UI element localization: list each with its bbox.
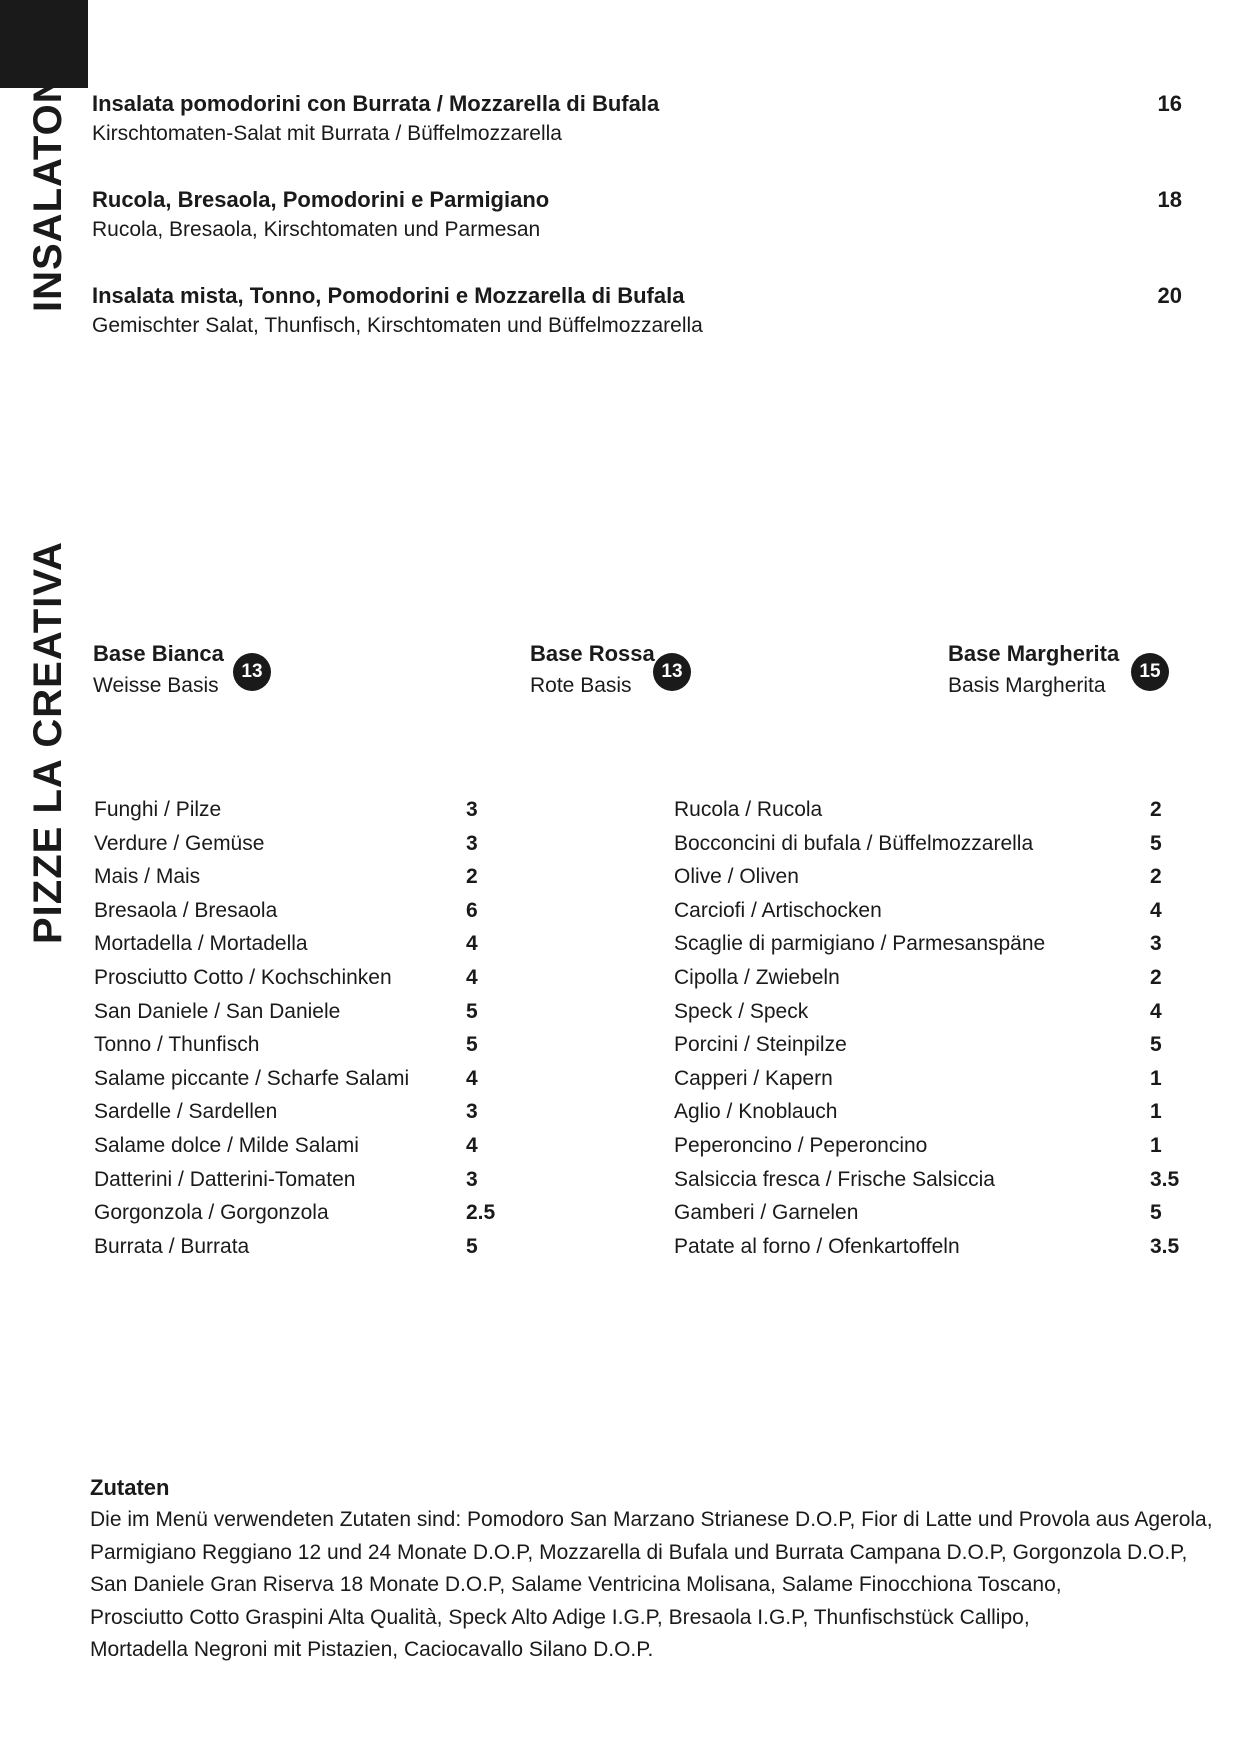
list-item — [674, 1196, 1184, 1230]
topping-price: 3.5 — [1150, 1234, 1180, 1258]
topping-price: 3 — [1150, 932, 1162, 956]
topping-price: 5 — [1150, 1201, 1162, 1225]
topping-price: 4 — [466, 932, 478, 956]
list-item — [674, 827, 1184, 861]
salad-description: Rucola, Bresaola, Kirschtomaten und Parmesan — [92, 218, 541, 241]
salad-description: Kirschtomaten-Salat mit Burrata / Büffelmozzarella — [92, 122, 562, 145]
topping-price: 2 — [1150, 865, 1162, 889]
topping-name: Capperi / Kapern — [674, 1066, 833, 1090]
topping-price: 4 — [466, 965, 478, 989]
salad-price: 16 — [1157, 91, 1182, 116]
topping-name: Patate al forno / Ofenkartoffeln — [674, 1234, 960, 1258]
salad-item — [92, 281, 1182, 341]
base-description: Rote Basis — [530, 674, 632, 697]
list-item — [674, 1062, 1184, 1096]
ingredients-line: San Daniele Gran Riserva 18 Monate D.O.P, Salame Ventricina Molisana, Salame Finocchiona Toscano, — [90, 1573, 1062, 1597]
topping-name: Porcini / Steinpilze — [674, 1033, 847, 1057]
topping-price: 4 — [1150, 898, 1162, 922]
toppings-list-left — [94, 793, 514, 1263]
section-title-pizze-la-creativa: PIZZE LA CREATIVA — [26, 541, 70, 944]
topping-name: Mortadella / Mortadella — [94, 932, 308, 956]
topping-name: Aglio / Knoblauch — [674, 1100, 838, 1124]
list-item — [94, 961, 514, 995]
topping-price: 3 — [466, 1100, 478, 1124]
list-item — [674, 1163, 1184, 1197]
base-name: Base Rossa — [530, 641, 655, 666]
topping-name: Sardelle / Sardellen — [94, 1100, 278, 1124]
topping-name: Rucola / Rucola — [674, 798, 823, 821]
topping-name: Gorgonzola / Gorgonzola — [94, 1201, 329, 1225]
topping-price: 5 — [466, 999, 478, 1023]
base-name: Base Bianca — [93, 641, 224, 666]
ingredients-title: Zutaten — [90, 1475, 170, 1500]
salad-price: 20 — [1157, 283, 1182, 308]
pizza-base-rossa — [530, 638, 655, 702]
topping-name: Funghi / Pilze — [94, 798, 222, 821]
topping-name: Bresaola / Bresaola — [94, 898, 278, 922]
topping-price: 2 — [1150, 798, 1162, 821]
pizza-base-bianca — [93, 638, 224, 702]
list-item — [94, 894, 514, 928]
ingredients-note — [90, 1472, 1213, 1667]
list-item — [674, 1095, 1184, 1129]
topping-name: Scaglie di parmigiano / Parmesanspäne — [674, 932, 1046, 956]
topping-price: 2 — [466, 865, 478, 889]
topping-price: 5 — [1150, 1033, 1162, 1057]
salad-description: Gemischter Salat, Thunfisch, Kirschtomaten und Büffelmozzarella — [92, 314, 703, 337]
topping-price: 1 — [1150, 1133, 1162, 1157]
topping-name: Tonno / Thunfisch — [94, 1033, 260, 1057]
salad-name: Insalata mista, Tonno, Pomodorini e Mozzarella di Bufala — [92, 283, 685, 308]
topping-name: Bocconcini di bufala / Büffelmozzarella — [674, 831, 1034, 855]
list-item — [94, 1196, 514, 1230]
price-badge: 13 — [233, 653, 271, 691]
price-badge: 15 — [1131, 653, 1169, 691]
topping-price: 3 — [466, 831, 478, 855]
topping-price: 5 — [466, 1234, 478, 1258]
topping-price: 4 — [1150, 999, 1162, 1023]
topping-name: Burrata / Burrata — [94, 1234, 250, 1258]
topping-price: 2.5 — [466, 1201, 496, 1225]
topping-price: 5 — [1150, 831, 1162, 855]
list-item — [674, 793, 1184, 827]
topping-price: 4 — [466, 1066, 478, 1090]
salad-price: 18 — [1157, 187, 1182, 212]
list-item — [94, 995, 514, 1029]
topping-name: Mais / Mais — [94, 865, 201, 889]
topping-name: Gamberi / Garnelen — [674, 1201, 859, 1225]
topping-name: Datterini / Datterini-Tomaten — [94, 1167, 356, 1191]
pizza-base-margherita — [948, 638, 1119, 702]
list-item — [674, 961, 1184, 995]
list-item — [94, 927, 514, 961]
list-item — [674, 995, 1184, 1029]
salad-item — [92, 89, 1182, 149]
topping-price: 3 — [466, 1167, 478, 1191]
price-badge: 13 — [653, 653, 691, 691]
list-item — [94, 1129, 514, 1163]
topping-price: 5 — [466, 1033, 478, 1057]
list-item — [674, 894, 1184, 928]
list-item — [94, 1230, 514, 1264]
section-title-insalatone: INSALATONE — [26, 45, 70, 312]
ingredients-line: Prosciutto Cotto Graspini Alta Qualità, Speck Alto Adige I.G.P, Bresaola I.G.P, Thunfischstück Callipo, — [90, 1605, 1030, 1629]
topping-name: Salame dolce / Milde Salami — [94, 1133, 359, 1157]
list-item — [94, 1028, 514, 1062]
salad-name: Rucola, Bresaola, Pomodorini e Parmigiano — [92, 187, 550, 212]
list-item — [674, 927, 1184, 961]
list-item — [674, 1129, 1184, 1163]
base-description: Basis Margherita — [948, 674, 1106, 697]
list-item — [94, 793, 514, 827]
topping-price: 1 — [1150, 1100, 1162, 1124]
list-item — [94, 860, 514, 894]
list-item — [674, 1230, 1184, 1264]
topping-name: Carciofi / Artischocken — [674, 898, 882, 922]
topping-name: San Daniele / San Daniele — [94, 999, 341, 1023]
toppings-list-right — [674, 793, 1184, 1263]
list-item — [94, 827, 514, 861]
list-item — [94, 1163, 514, 1197]
topping-name: Olive / Oliven — [674, 865, 799, 889]
base-description: Weisse Basis — [93, 674, 219, 697]
list-item — [94, 1095, 514, 1129]
ingredients-line: Mortadella Negroni mit Pistazien, Caciocavallo Silano D.O.P. — [90, 1638, 654, 1662]
list-item — [674, 1028, 1184, 1062]
topping-name: Speck / Speck — [674, 999, 809, 1023]
base-name: Base Margherita — [948, 641, 1120, 666]
salad-item — [92, 185, 1182, 245]
list-item — [674, 860, 1184, 894]
topping-price: 1 — [1150, 1066, 1162, 1090]
topping-name: Cipolla / Zwiebeln — [674, 965, 840, 989]
topping-price: 6 — [466, 898, 478, 922]
topping-name: Verdure / Gemüse — [94, 831, 265, 855]
topping-price: 2 — [1150, 965, 1162, 989]
list-item — [94, 1062, 514, 1096]
topping-price: 3 — [466, 798, 478, 821]
topping-name: Salame piccante / Scharfe Salami — [94, 1066, 410, 1090]
ingredients-line: Die im Menü verwendeten Zutaten sind: Pomodoro San Marzano Strianese D.O.P, Fior di Latte und Provola aus Agerola, — [90, 1508, 1213, 1531]
topping-name: Peperoncino / Peperoncino — [674, 1133, 928, 1157]
salad-name: Insalata pomodorini con Burrata / Mozzarella di Bufala — [92, 91, 660, 116]
topping-name: Prosciutto Cotto / Kochschinken — [94, 965, 392, 989]
topping-price: 3.5 — [1150, 1167, 1180, 1191]
topping-name: Salsiccia fresca / Frische Salsiccia — [674, 1167, 995, 1191]
ingredients-line: Parmigiano Reggiano 12 und 24 Monate D.O.P, Mozzarella di Bufala und Burrata Campana D.O.P, Gorgonzola D.O.P, — [90, 1540, 1188, 1564]
topping-price: 4 — [466, 1133, 478, 1157]
